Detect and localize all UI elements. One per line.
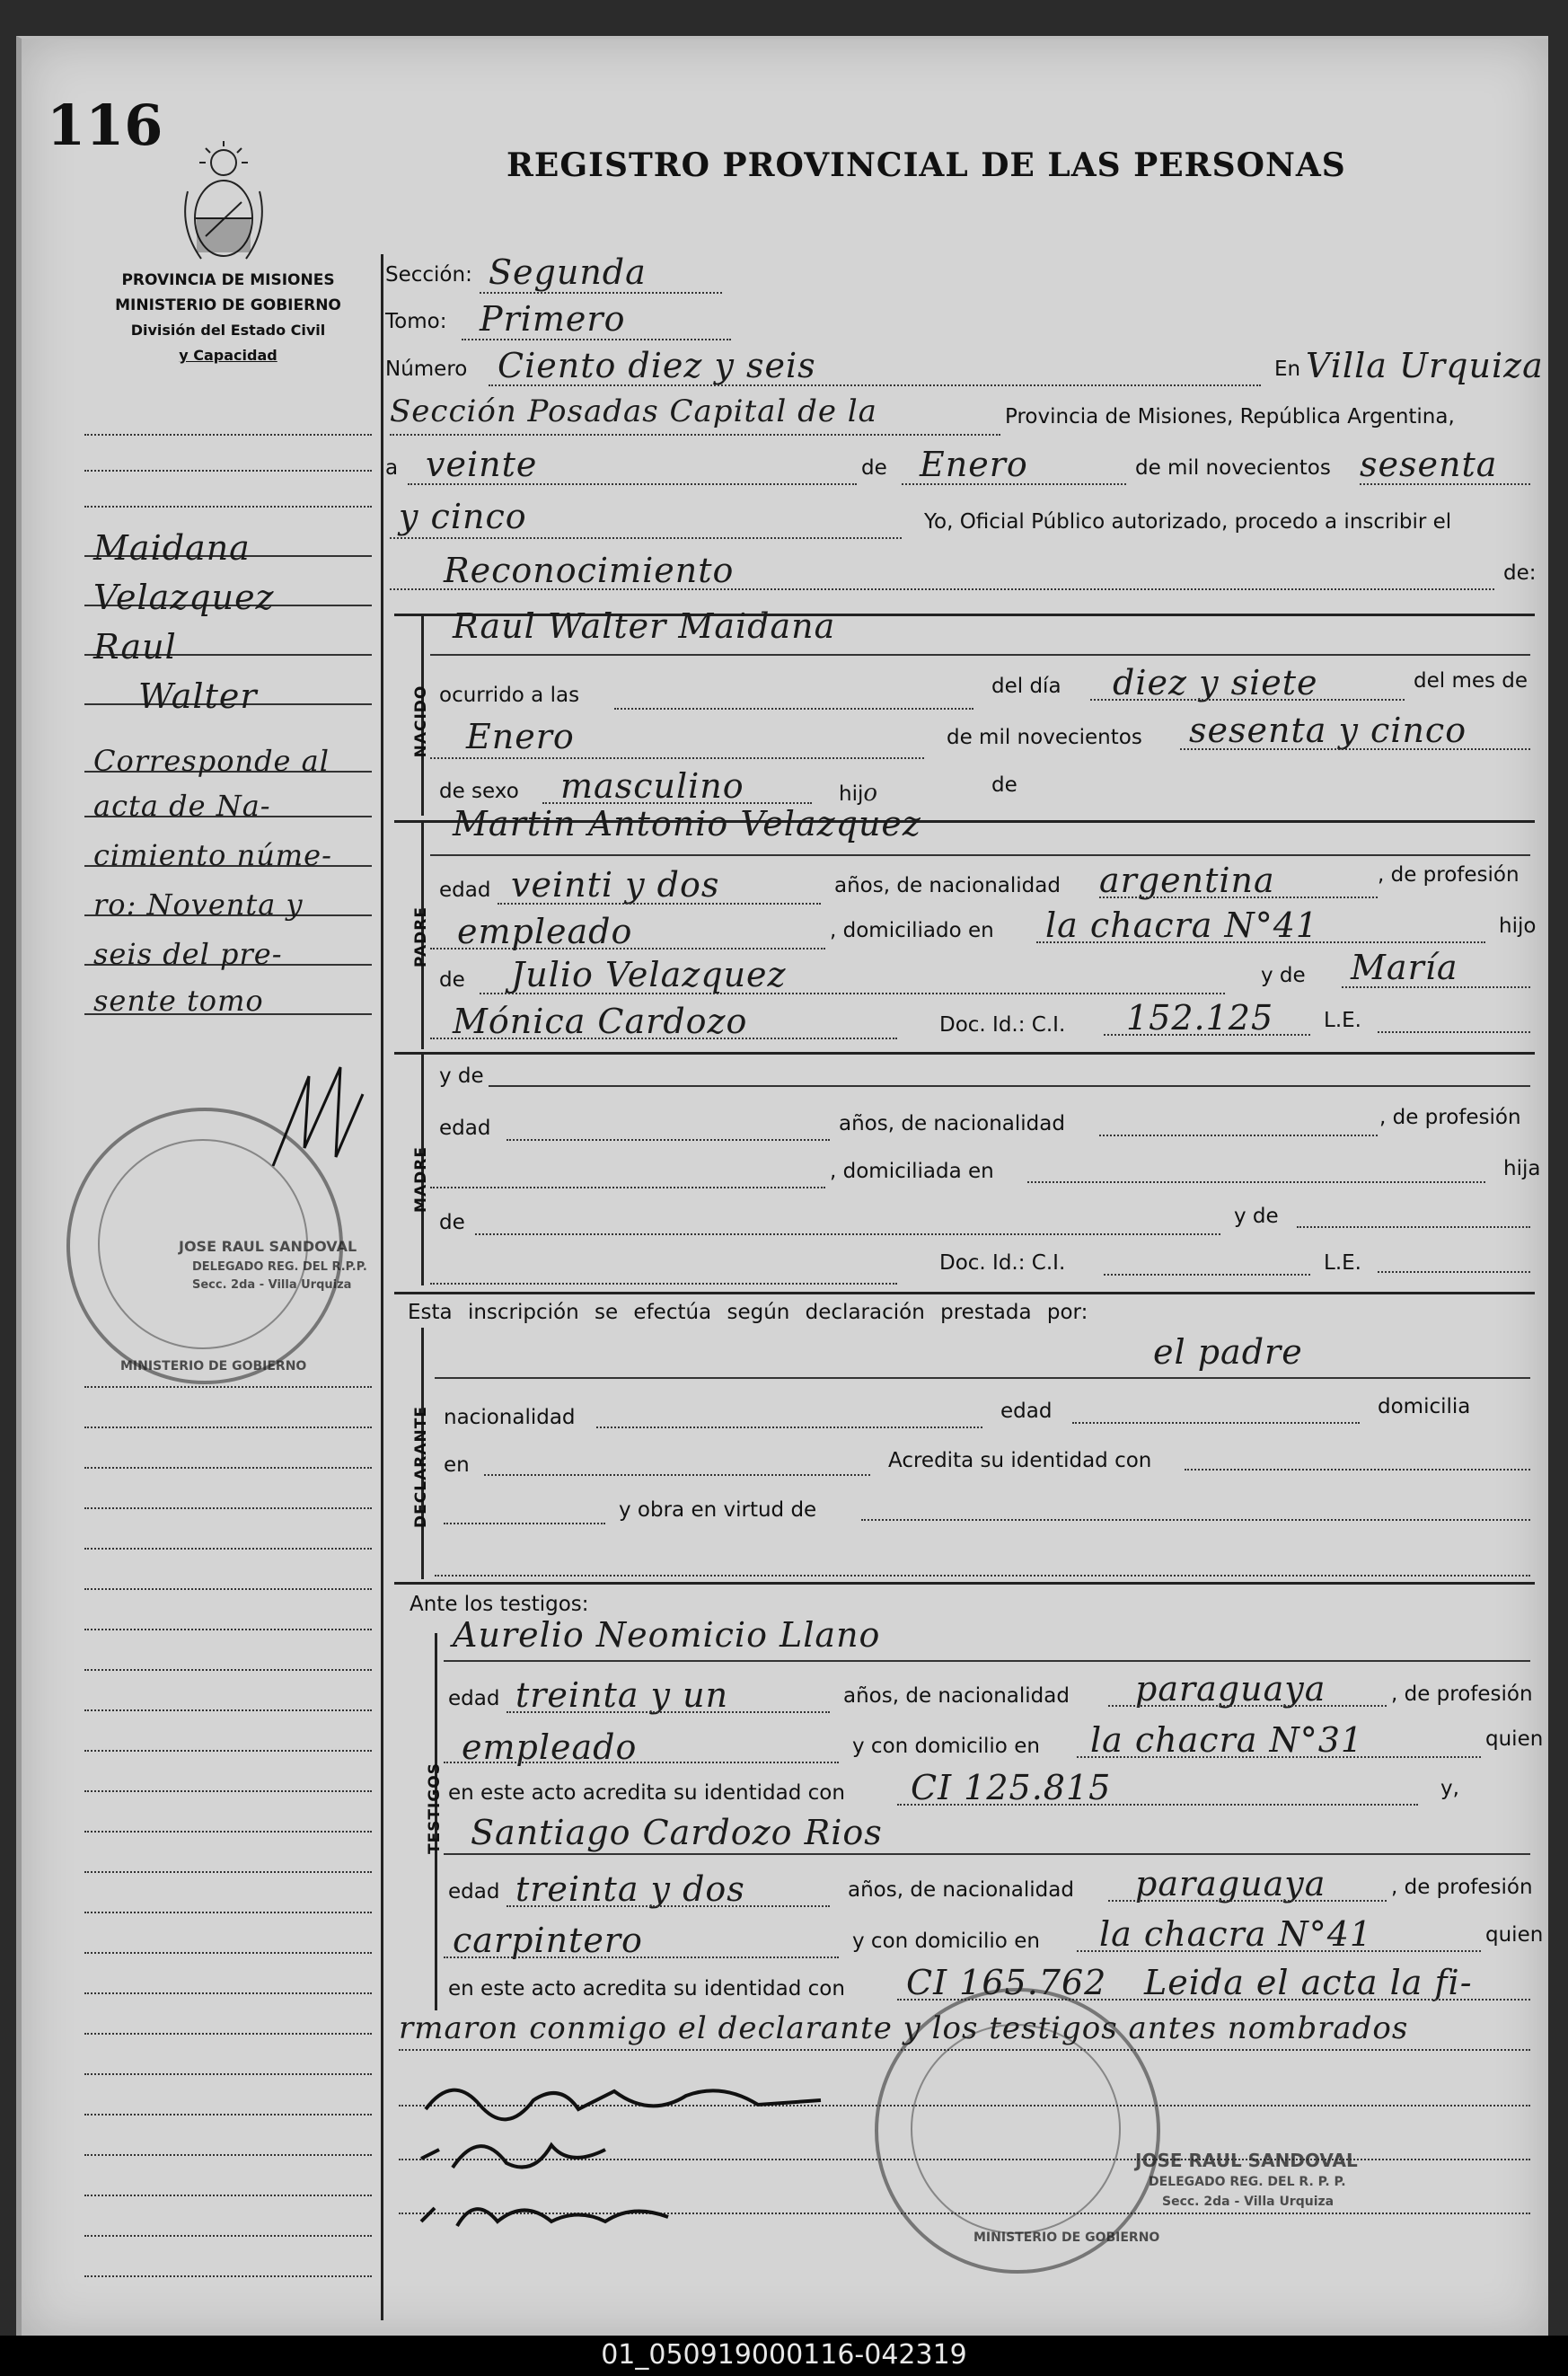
padre-nac: argentina xyxy=(1099,861,1275,900)
t1-edad: treinta y un xyxy=(515,1675,729,1715)
right-stamp-secc: Secc. 2da - Villa Urquiza xyxy=(1162,2195,1335,2209)
hijo-label-text: hij xyxy=(839,782,864,806)
madre-y-de-label: y de xyxy=(439,1064,484,1088)
margin-surname-2: Velazquez xyxy=(93,578,275,617)
t2-dom-label: y con domicilio en xyxy=(852,1930,1040,1953)
header-province: PROVINCIA DE MISIONES xyxy=(121,271,335,289)
left-stamp-line-1: JOSE RAUL SANDOVAL xyxy=(179,1238,357,1255)
de-colon: de: xyxy=(1503,561,1537,585)
abuela-2: Mónica Cardozo xyxy=(453,1002,748,1041)
t2-dom: la chacra N°41 xyxy=(1099,1914,1373,1954)
decl-nac-label: nacionalidad xyxy=(444,1406,576,1429)
nac-mes-value: Enero xyxy=(466,717,575,756)
t1-prof-label: , de profesión xyxy=(1391,1683,1533,1706)
sexo-label: de sexo xyxy=(439,780,519,803)
left-stamp-ring: MINISTERIO DE GOBIERNO xyxy=(120,1359,307,1373)
testigo-2: Santiago Cardozo Rios xyxy=(471,1813,883,1852)
hijo-label xyxy=(839,780,878,807)
margin-surname-1: Maidana xyxy=(93,528,251,568)
anio-value: sesenta xyxy=(1360,445,1498,484)
decl-en-label: en xyxy=(444,1453,470,1477)
del-dia-label: del día xyxy=(991,675,1061,698)
padre-edad: veinti y dos xyxy=(511,865,720,905)
page-number: 116 xyxy=(47,93,163,158)
margin-name-1: Raul xyxy=(93,627,177,667)
header-division: División del Estado Civil xyxy=(130,322,326,339)
padre-doc: 152.125 xyxy=(1126,998,1274,1038)
tomo-value: Primero xyxy=(480,299,626,339)
ante-testigos: Ante los testigos: xyxy=(410,1593,589,1616)
decl-edad-label: edad xyxy=(1000,1400,1053,1423)
de-label: de xyxy=(861,456,887,480)
padre-dom: la chacra N°41 xyxy=(1045,905,1319,945)
t2-acredita-label: en este acto acredita su identidad con xyxy=(448,1977,845,2001)
a-label: a xyxy=(385,456,399,480)
left-stamp-line-2: DELEGADO REG. DEL R.P.P. xyxy=(192,1260,367,1274)
t1-quien: quien xyxy=(1485,1727,1544,1751)
de-label-3: de xyxy=(439,968,465,992)
decl-obra-label: y obra en virtud de xyxy=(619,1498,817,1522)
t1-acredita-label: en este acto acredita su identidad con xyxy=(448,1781,845,1805)
margin-note-line-1: Corresponde al xyxy=(93,744,330,778)
label-madre: MADRE xyxy=(412,1146,430,1213)
padre-dom-label: , domiciliado en xyxy=(830,919,994,942)
testigo-1: Aurelio Neomicio Llano xyxy=(453,1615,881,1655)
decl-dom-label: domicilia xyxy=(1378,1395,1471,1418)
t2-nac: paraguaya xyxy=(1135,1864,1326,1903)
nac-dia-value: diez y siete xyxy=(1113,663,1318,702)
y-de-label: y de xyxy=(1261,964,1306,987)
location-value: Sección Posadas Capital de la xyxy=(390,393,877,429)
coat-of-arms-icon xyxy=(174,137,273,272)
t1-dom: la chacra N°31 xyxy=(1090,1720,1364,1760)
t2-quien: quien xyxy=(1485,1923,1544,1947)
nac-anio-value: sesenta y cinco xyxy=(1189,711,1467,750)
sexo-value: masculino xyxy=(560,766,744,806)
t1-nac: paraguaya xyxy=(1135,1669,1326,1709)
madre-dom-label: , domiciliada en xyxy=(830,1160,994,1183)
seccion-label: Sección: xyxy=(385,263,472,287)
oficial-text: Yo, Oficial Público autorizado, procedo a inscribir el xyxy=(924,510,1452,534)
closing-1: Leida el acta la fi- xyxy=(1144,1963,1473,2002)
right-stamp-title: DELEGADO REG. DEL R. P. P. xyxy=(1149,2175,1346,2189)
dia-value: veinte xyxy=(426,445,538,484)
padre-doc-label: Doc. Id.: C.I. xyxy=(939,1013,1066,1037)
seccion-value: Segunda xyxy=(489,252,647,292)
inscripcion-text: Esta inscripción se efectúa según declaración prestada por: xyxy=(408,1301,1088,1324)
anio-value-2: y cinco xyxy=(399,497,527,536)
padre-prof-label: , de profesión xyxy=(1378,863,1520,887)
padre-edad-label: edad xyxy=(439,879,491,902)
hijo-suffix: o xyxy=(863,780,879,807)
mes-value: Enero xyxy=(920,445,1028,484)
padre-prof: empleado xyxy=(457,912,633,951)
t1-prof: empleado xyxy=(462,1727,638,1767)
madre-le-label: L.E. xyxy=(1324,1251,1361,1275)
header-ministry: MINISTERIO DE GOBIERNO xyxy=(115,296,341,314)
padre-le-label: L.E. xyxy=(1324,1009,1361,1032)
en-value: Villa Urquiza xyxy=(1306,346,1544,385)
label-declarante: DECLARANTE xyxy=(412,1406,430,1528)
header-capacidad: y Capacidad xyxy=(179,347,277,364)
t1-doc: CI 125.815 xyxy=(911,1768,1112,1807)
madre-y-de-label-2: y de xyxy=(1234,1205,1279,1228)
padre-hijo-label: hijo xyxy=(1499,914,1537,938)
label-nacido: NACIDO xyxy=(412,685,430,758)
margin-note-line-4: ro: Noventa y xyxy=(93,888,304,922)
certificate-sheet xyxy=(16,36,1548,2338)
scan-footer xyxy=(0,2336,1568,2376)
document-title: REGISTRO PROVINCIAL DE LAS PERSONAS xyxy=(507,146,1346,184)
label-padre: PADRE xyxy=(412,906,430,967)
t1-edad-label: edad xyxy=(448,1687,500,1710)
scan-id: 01_050919000116-042319 xyxy=(601,2339,967,2371)
t2-anios-label: años, de nacionalidad xyxy=(848,1878,1074,1902)
tomo-label: Tomo: xyxy=(385,310,447,333)
t2-edad: treinta y dos xyxy=(515,1869,745,1909)
nacido-nombre: Raul Walter Maidana xyxy=(453,606,836,646)
mil-label: de mil novecientos xyxy=(1135,456,1331,480)
margin-note-line-3: cimiento núme- xyxy=(93,838,332,872)
del-mes-label: del mes de xyxy=(1414,669,1528,693)
signature-testigo-2 xyxy=(417,2181,704,2254)
left-stamp-line-3: Secc. 2da - Villa Urquiza xyxy=(192,1278,352,1292)
declarante-value: el padre xyxy=(1153,1332,1303,1372)
en-label: En xyxy=(1274,358,1301,381)
padre-nombre: Martin Antonio Velazquez xyxy=(453,804,921,844)
closing-2: rmaron conmigo el declarante y los testigos antes nombrados xyxy=(399,2010,1409,2046)
right-stamp-ring: MINISTERIO DE GOBIERNO xyxy=(973,2230,1160,2245)
abuela-1: María xyxy=(1351,948,1458,987)
de-label-2: de xyxy=(991,773,1017,797)
margin-note-line-5: seis del pre- xyxy=(93,937,283,971)
padre-anios-label: años, de nacionalidad xyxy=(834,874,1061,897)
madre-prof-label: , de profesión xyxy=(1379,1106,1521,1129)
numero-value: Ciento diez y seis xyxy=(498,346,816,385)
margin-note-line-2: acta de Na- xyxy=(93,789,271,823)
madre-edad-label: edad xyxy=(439,1117,491,1140)
t1-dom-label: y con domicilio en xyxy=(852,1735,1040,1758)
abuelo: Julio Velazquez xyxy=(511,955,787,994)
t1-y: y, xyxy=(1440,1777,1459,1800)
margin-name-2: Walter xyxy=(138,676,258,716)
t1-anios-label: años, de nacionalidad xyxy=(843,1684,1070,1708)
label-testigos: TESTIGOS xyxy=(426,1762,444,1855)
left-stamp-signature xyxy=(255,1058,372,1188)
margin-note-line-6: sente tomo xyxy=(93,984,264,1018)
t2-edad-label: edad xyxy=(448,1880,500,1903)
ocurrido-label: ocurrido a las xyxy=(439,684,580,707)
left-header xyxy=(75,268,381,368)
acto-value: Reconocimiento xyxy=(444,551,735,590)
nac-mil-label: de mil novecientos xyxy=(947,726,1142,749)
madre-anios-label: años, de nacionalidad xyxy=(839,1112,1065,1135)
main-divider xyxy=(381,254,383,2320)
decl-acredita-label: Acredita su identidad con xyxy=(888,1449,1152,1472)
t2-prof-label: , de profesión xyxy=(1391,1876,1533,1899)
numero-label: Número xyxy=(385,358,468,381)
madre-de-label: de xyxy=(439,1211,465,1234)
t2-doc: CI 165.762 xyxy=(906,1963,1107,2002)
madre-hija-label: hija xyxy=(1503,1157,1541,1180)
provincia-text: Provincia de Misiones, República Argentina, xyxy=(1005,405,1455,428)
madre-doc-label: Doc. Id.: C.I. xyxy=(939,1251,1066,1275)
right-stamp-name: JOSE RAUL SANDOVAL xyxy=(1135,2150,1358,2171)
t2-prof: carpintero xyxy=(453,1921,643,1960)
